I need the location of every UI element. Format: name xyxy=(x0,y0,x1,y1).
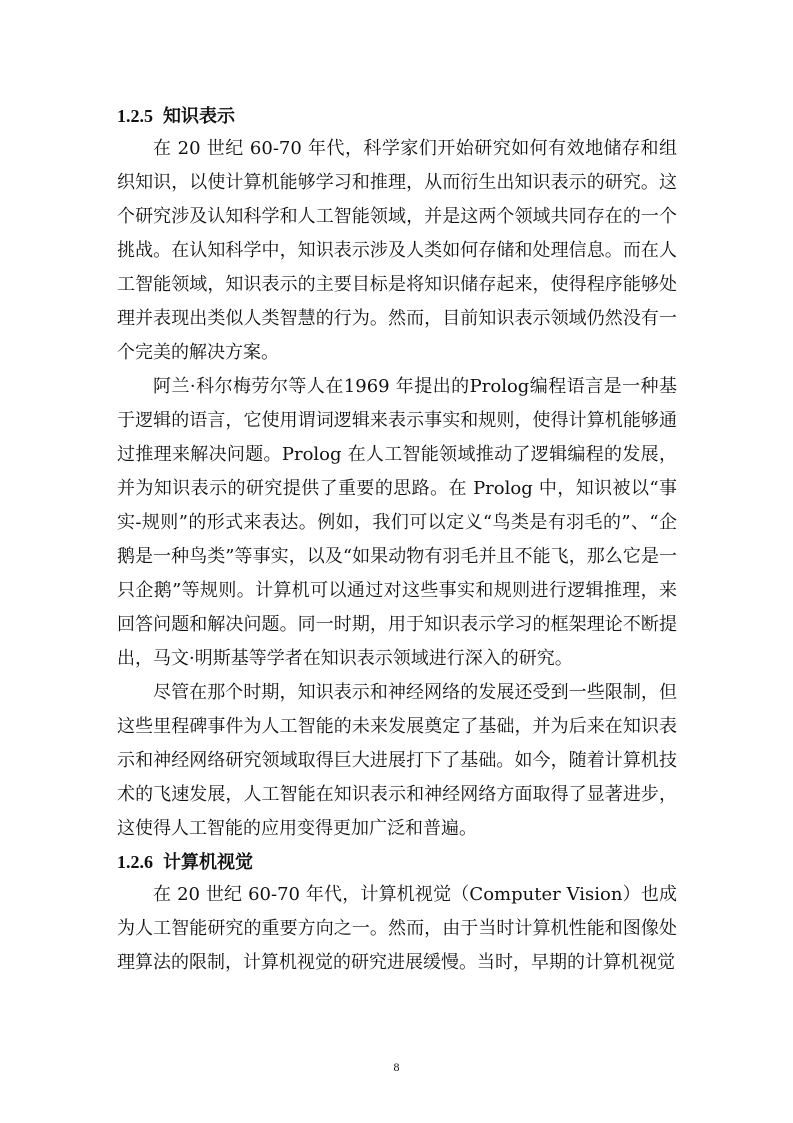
paragraph: 在 20 世纪 60-70 年代，科学家们开始研究如何有效地储存和组织知识，以使计算机能够学习和推理，从而衍生出知识表示的研究。这个研究涉及认知科学和人工智能领域，并是这两个领域共同存在的一个挑战。在认知科学中，知识表示涉及人类如何存储和处理信息。而在人工智能领域，知识表示的主要目标是将知识储存起来，使得程序能够处理并表现出类似人类智慧的行为。然而，目前知识表示领域仍然没有一个完美的解决方案。 xyxy=(117,138,677,363)
section-heading-knowledge-representation xyxy=(117,100,677,132)
paragraph: 尽管在那个时期，知识表示和神经网络的发展还受到一些限制，但这些里程碑事件为人工智能的未来发展奠定了基础，并为后来在知识表示和神经网络研究领域取得巨大进展打下了基础。如今，随着计算机技术的飞速发展，人工智能在知识表示和神经网络方面取得了显著进步，这使得人工智能的应用变得更加广泛和普遍。 xyxy=(117,682,677,839)
section-title: 知识表示 xyxy=(163,106,235,127)
paragraph: 在 20 世纪 60-70 年代，计算机视觉（Computer Vision）也成为人工智能研究的重要方向之一。然而，由于当时计算机性能和图像处理算法的限制，计算机视觉的研究进展缓慢。当时，早期的计算机视觉 xyxy=(117,884,677,973)
section-heading-computer-vision xyxy=(117,846,677,878)
page-content xyxy=(117,100,677,980)
section-title: 计算机视觉 xyxy=(163,852,253,873)
paragraph: 阿兰·科尔梅劳尔等人在1969 年提出的Prolog编程语言是一种基于逻辑的语言，它使用谓词逻辑来表示事实和规则，使得计算机能够通过推理来解决问题。Prolog 在人工智能领域推动了逻辑编程的发展，并为知识表示的研究提供了重要的思路。在 Prolog 中，知识被以“事实-规则”的形式来表达。例如，我们可以定义“鸟类是有羽毛的”、“企鹅是一种鸟类”等事实，以及“如果动物有羽毛并且不能飞，那么它是一只企鹅”等规则。计算机可以通过对这些事实和规则进行逻辑推理，来回答问题和解决问题。同一时期，用于知识表示学习的框架理论不断提出，马文·明斯基等学者在知识表示领域进行深入的研究。 xyxy=(117,376,677,669)
page-number: 8 xyxy=(393,1060,400,1074)
section-number: 1.2.5 xyxy=(117,106,153,126)
section-number: 1.2.6 xyxy=(117,852,153,872)
